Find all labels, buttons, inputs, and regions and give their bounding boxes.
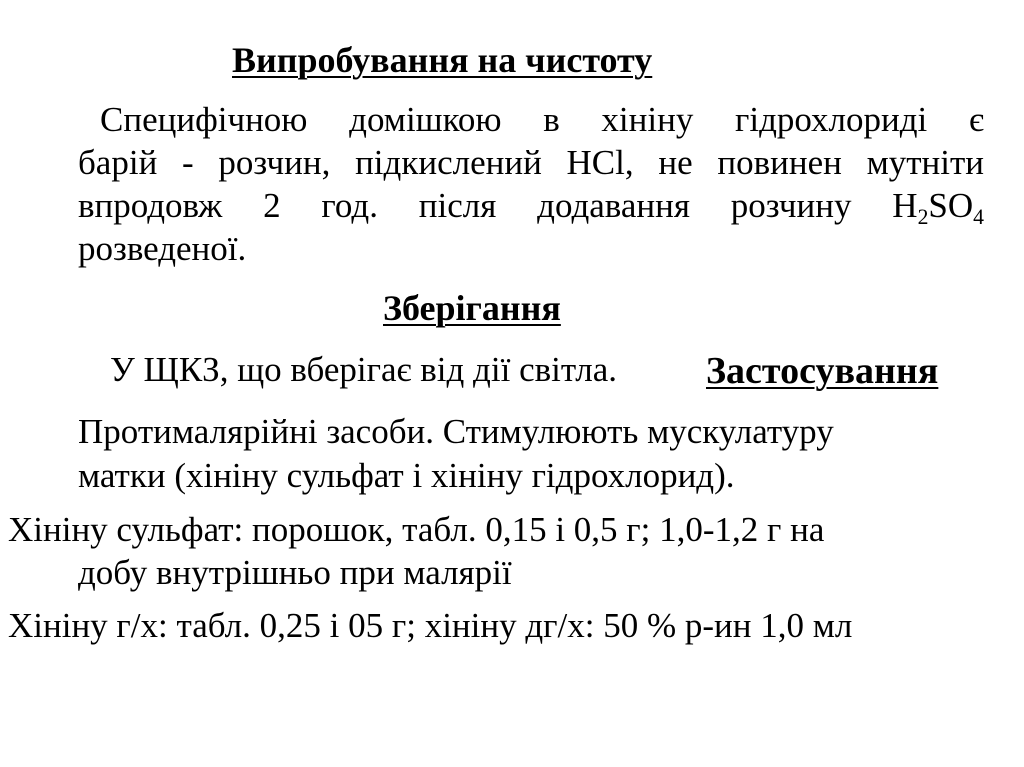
storage-text: У ЩКЗ, що вберігає від дії світла. [110, 350, 618, 389]
purity-text-line-3-main: впродовж 2 год. після додавання розчину H [78, 186, 918, 225]
hydrochloride-dosage-line: Хініну г/х: табл. 0,25 і 05 г; хініну дг/х: 50 % р-ин 1,0 мл [8, 606, 853, 645]
usage-text-line-2: матки (хініну сульфат і хініну гідрохлорид). [78, 456, 735, 495]
purity-text-line-1: Специфічною домішкою в хініну гідрохлориді є [100, 100, 984, 139]
purity-text-line-2: барій - розчин, підкислений HCl, не повинен мутніти [78, 143, 984, 182]
usage-text-line-1: Протималярійні засоби. Стимулюють мускулатуру [78, 412, 834, 451]
usage-heading: Застосування [706, 350, 939, 392]
storage-heading: Зберігання [383, 288, 561, 328]
sulfate-dosage-line-2: добу внутрішньо при малярії [78, 553, 512, 592]
formula-subscript-4: 4 [973, 204, 984, 229]
sulfate-dosage-line-1: Хініну сульфат: порошок, табл. 0,15 і 0,5 г; 1,0-1,2 г на [8, 510, 825, 549]
formula-so: SO [928, 186, 974, 225]
formula-subscript-2: 2 [917, 204, 929, 229]
purity-test-heading: Випробування на чистоту [232, 40, 653, 80]
purity-text-line-3 [78, 186, 984, 230]
purity-text-line-4: розведеної. [78, 229, 247, 268]
